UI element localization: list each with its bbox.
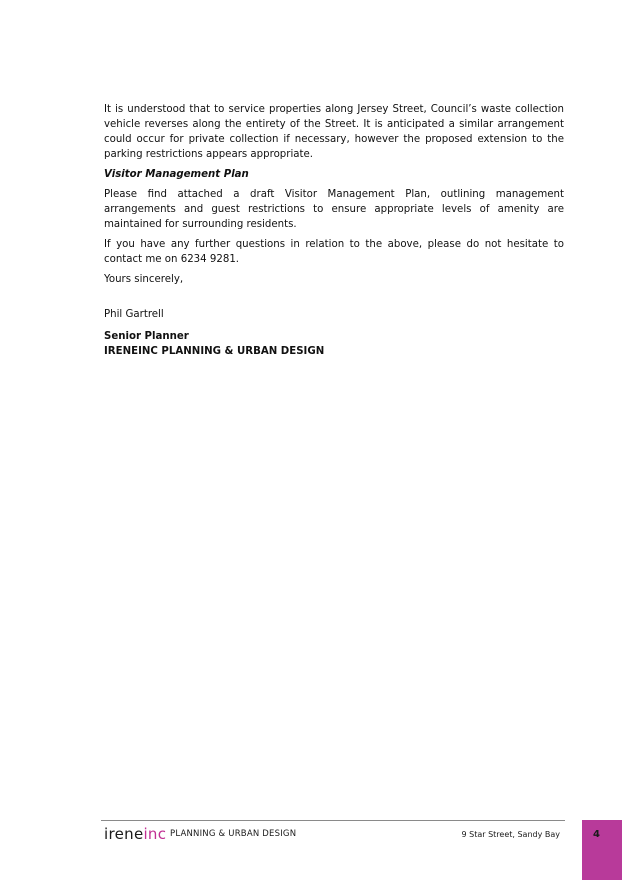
logo-text-inc: inc (143, 825, 167, 843)
paragraph-waste-collection: It is understood that to service properties along Jersey Street, Council’s waste collection vehicle reverses along the entirety of the Street. It is anticipated a similar arrangement could occur for private collection if necessary, however the proposed extension to the parking restrictions appears appropriate. (104, 104, 564, 160)
company-logo (104, 825, 166, 843)
page-number: 4 (593, 829, 600, 840)
closing-salutation: Yours sincerely, (104, 274, 184, 285)
footer-tagline: PLANNING & URBAN DESIGN (170, 829, 297, 839)
section-heading-visitor-management: Visitor Management Plan (104, 169, 249, 180)
signatory-title: Senior Planner (104, 331, 189, 342)
page-number-tab (582, 820, 622, 880)
letter-body (104, 102, 564, 359)
footer-address: 9 Star Street, Sandy Bay (461, 830, 560, 839)
footer-divider (101, 820, 565, 821)
signatory-name: Phil Gartrell (104, 309, 164, 320)
signatory-company: IRENEINC PLANNING & URBAN DESIGN (104, 346, 325, 357)
logo-text-irene: irene (104, 825, 144, 843)
paragraph-contact: If you have any further questions in relation to the above, please do not hesitate to contact me on 6234 9281. (104, 239, 564, 265)
paragraph-visitor-management: Please find attached a draft Visitor Management Plan, outlining management arrangements and guest restrictions to ensure appropriate levels of amenity are maintained for surrounding residents. (104, 189, 564, 230)
